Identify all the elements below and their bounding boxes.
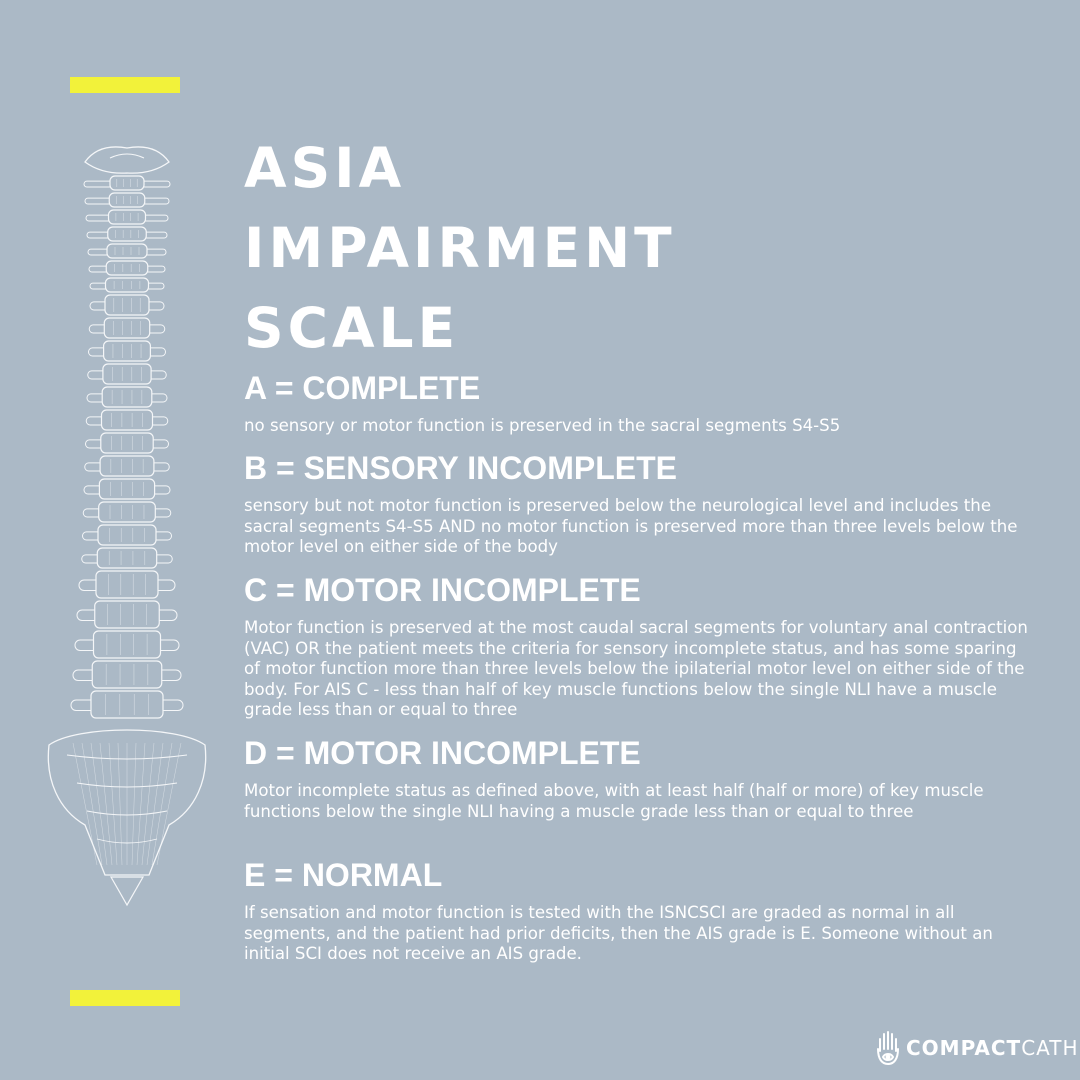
brand-name-light: CATH bbox=[1021, 1036, 1079, 1060]
brand-logo bbox=[874, 1028, 1079, 1068]
grade-e-heading: E = NORMAL bbox=[244, 857, 443, 893]
page-title bbox=[244, 128, 676, 368]
grade-c bbox=[244, 570, 1034, 733]
grade-e bbox=[244, 855, 1034, 965]
grade-list bbox=[244, 368, 1034, 965]
grade-a bbox=[244, 368, 1034, 448]
grade-c-description: Motor function is preserved at the most caudal sacral segments for voluntary anal contraction (VAC) OR the patient meets the criteria for sensory incomplete status, and has some sparing of motor function more than three levels below the ipilaterial motor level on either side of the body. For AIS C - less than half of key muscle functions below the single NLI have a muscle grade less than or equal to three bbox=[244, 618, 1028, 720]
spine-illustration bbox=[40, 140, 215, 950]
brand-name-strong: COMPACT bbox=[906, 1036, 1022, 1060]
grade-d bbox=[244, 733, 1034, 855]
grade-d-description: Motor incomplete status as defined above, with at least half (half or more) of key muscle functions below the single NLI having a muscle grade less than or equal to three bbox=[244, 781, 984, 821]
grade-a-heading: A = COMPLETE bbox=[244, 370, 481, 406]
grade-d-heading: D = MOTOR INCOMPLETE bbox=[244, 735, 641, 771]
grade-b-heading: B = SENSORY INCOMPLETE bbox=[244, 450, 677, 486]
accent-bar-bottom bbox=[70, 990, 180, 1006]
title-line-1: ASIA bbox=[244, 136, 406, 200]
brand-name bbox=[906, 1036, 1079, 1060]
grade-c-heading: C = MOTOR INCOMPLETE bbox=[244, 572, 641, 608]
grade-b bbox=[244, 448, 1034, 570]
grade-e-description: If sensation and motor function is tested with the ISNCSCI are graded as normal in all segments, and the patient had prior deficits, then the AIS grade is E. Someone without an initial SCI does not receive an AIS grade. bbox=[244, 903, 993, 964]
title-line-3: SCALE bbox=[244, 296, 460, 360]
accent-bar-top bbox=[70, 77, 180, 93]
grade-a-description: no sensory or motor function is preserved in the sacral segments S4-S5 bbox=[244, 416, 841, 435]
grade-b-description: sensory but not motor function is preserved below the neurological level and includes the sacral segments S4-S5 AND no motor function is preserved more than three levels below the motor level on either side of the body bbox=[244, 496, 1018, 557]
hand-icon bbox=[874, 1029, 902, 1067]
title-line-2: IMPAIRMENT bbox=[244, 216, 676, 280]
